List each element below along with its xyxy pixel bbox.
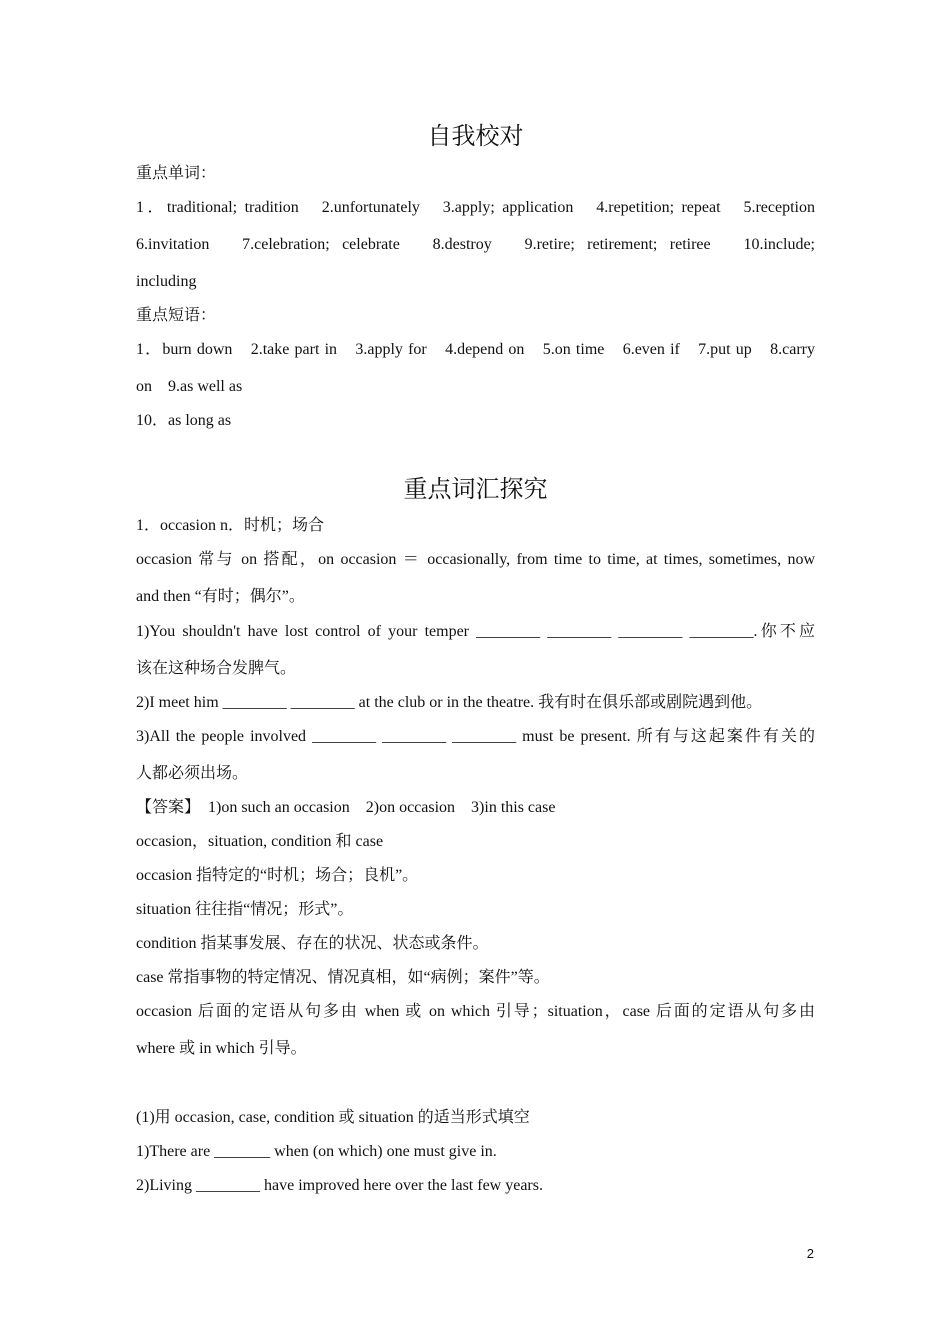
key-phrases-label: 重点短语： — [136, 307, 217, 324]
key-words-line-3: including — [136, 273, 197, 290]
answer-line: 【答案】 1)on such an occasion 2)on occasion 3)in this case — [136, 799, 556, 816]
clause-usage-line-2: where 或 in which 引导。 — [136, 1040, 307, 1057]
condition-definition: condition 指某事发展、存在的状况、状态或条件。 — [136, 935, 489, 952]
key-words-line-2: 6.invitation 7.celebration; celebrate 8.destroy 9.retire; retirement; retiree 10.include; — [136, 236, 815, 253]
key-phrases-line-1: 1．burn down 2.take part in 3.apply for 4.depend on 5.on time 6.even if 7.put up 8.carry — [136, 341, 815, 358]
exercise-3-line-1: 3)All the people involved ________ ________ ________ must be present. 所有与这起案件有关的 — [136, 728, 815, 745]
exercise-2: 2)I meet him ________ ________ at the club or in the theatre. 我有时在俱乐部或剧院遇到他。 — [136, 694, 763, 711]
key-phrases-line-2: on 9.as well as — [136, 378, 243, 395]
key-phrases-line-3: 10．as long as — [136, 412, 232, 429]
fill-in-instruction: (1)用 occasion, case, condition 或 situation 的适当形式填空 — [136, 1109, 530, 1126]
exercise-1-line-2: 该在这种场合发脾气。 — [136, 660, 297, 677]
occasion-definition: occasion 指特定的“时机；场合；良机”。 — [136, 867, 419, 884]
occasion-usage-line-2: and then “有时；偶尔”。 — [136, 588, 305, 605]
fill-in-question-1: 1)There are _______ when (on which) one must give in. — [136, 1143, 497, 1160]
comparison-heading: occasion，situation, condition 和 case — [136, 833, 384, 850]
situation-definition: situation 往往指“情况；形式”。 — [136, 901, 354, 918]
exercise-3-line-2: 人都必须出场。 — [136, 765, 249, 782]
occasion-usage-line-1: occasion 常与 on 搭配，on occasion ＝ occasionally, from time to time, at times, sometimes, now — [136, 551, 815, 568]
vocab-heading-occasion: 1．occasion n．时机；场合 — [136, 517, 324, 534]
fill-in-question-2: 2)Living ________ have improved here over the last few years. — [136, 1177, 543, 1194]
key-words-label: 重点单词： — [136, 165, 217, 182]
section-title-self-check: 自我校对 — [427, 124, 524, 150]
key-words-line-1: 1．traditional; tradition 2.unfortunately 3.apply; application 4.repetition; repeat 5.reception — [136, 199, 815, 216]
exercise-1-line-1: 1)You shouldn't have lost control of your temper ________ ________ ________ ________.你不应 — [136, 623, 815, 640]
case-definition: case 常指事物的特定情况、情况真相，如“病例；案件”等。 — [136, 969, 550, 986]
clause-usage-line-1: occasion 后面的定语从句多由 when 或 on which 引导；situation，case 后面的定语从句多由 — [136, 1003, 815, 1020]
section-title-vocab-study: 重点词汇探究 — [403, 477, 548, 503]
page-number: 2 — [806, 1246, 814, 1261]
